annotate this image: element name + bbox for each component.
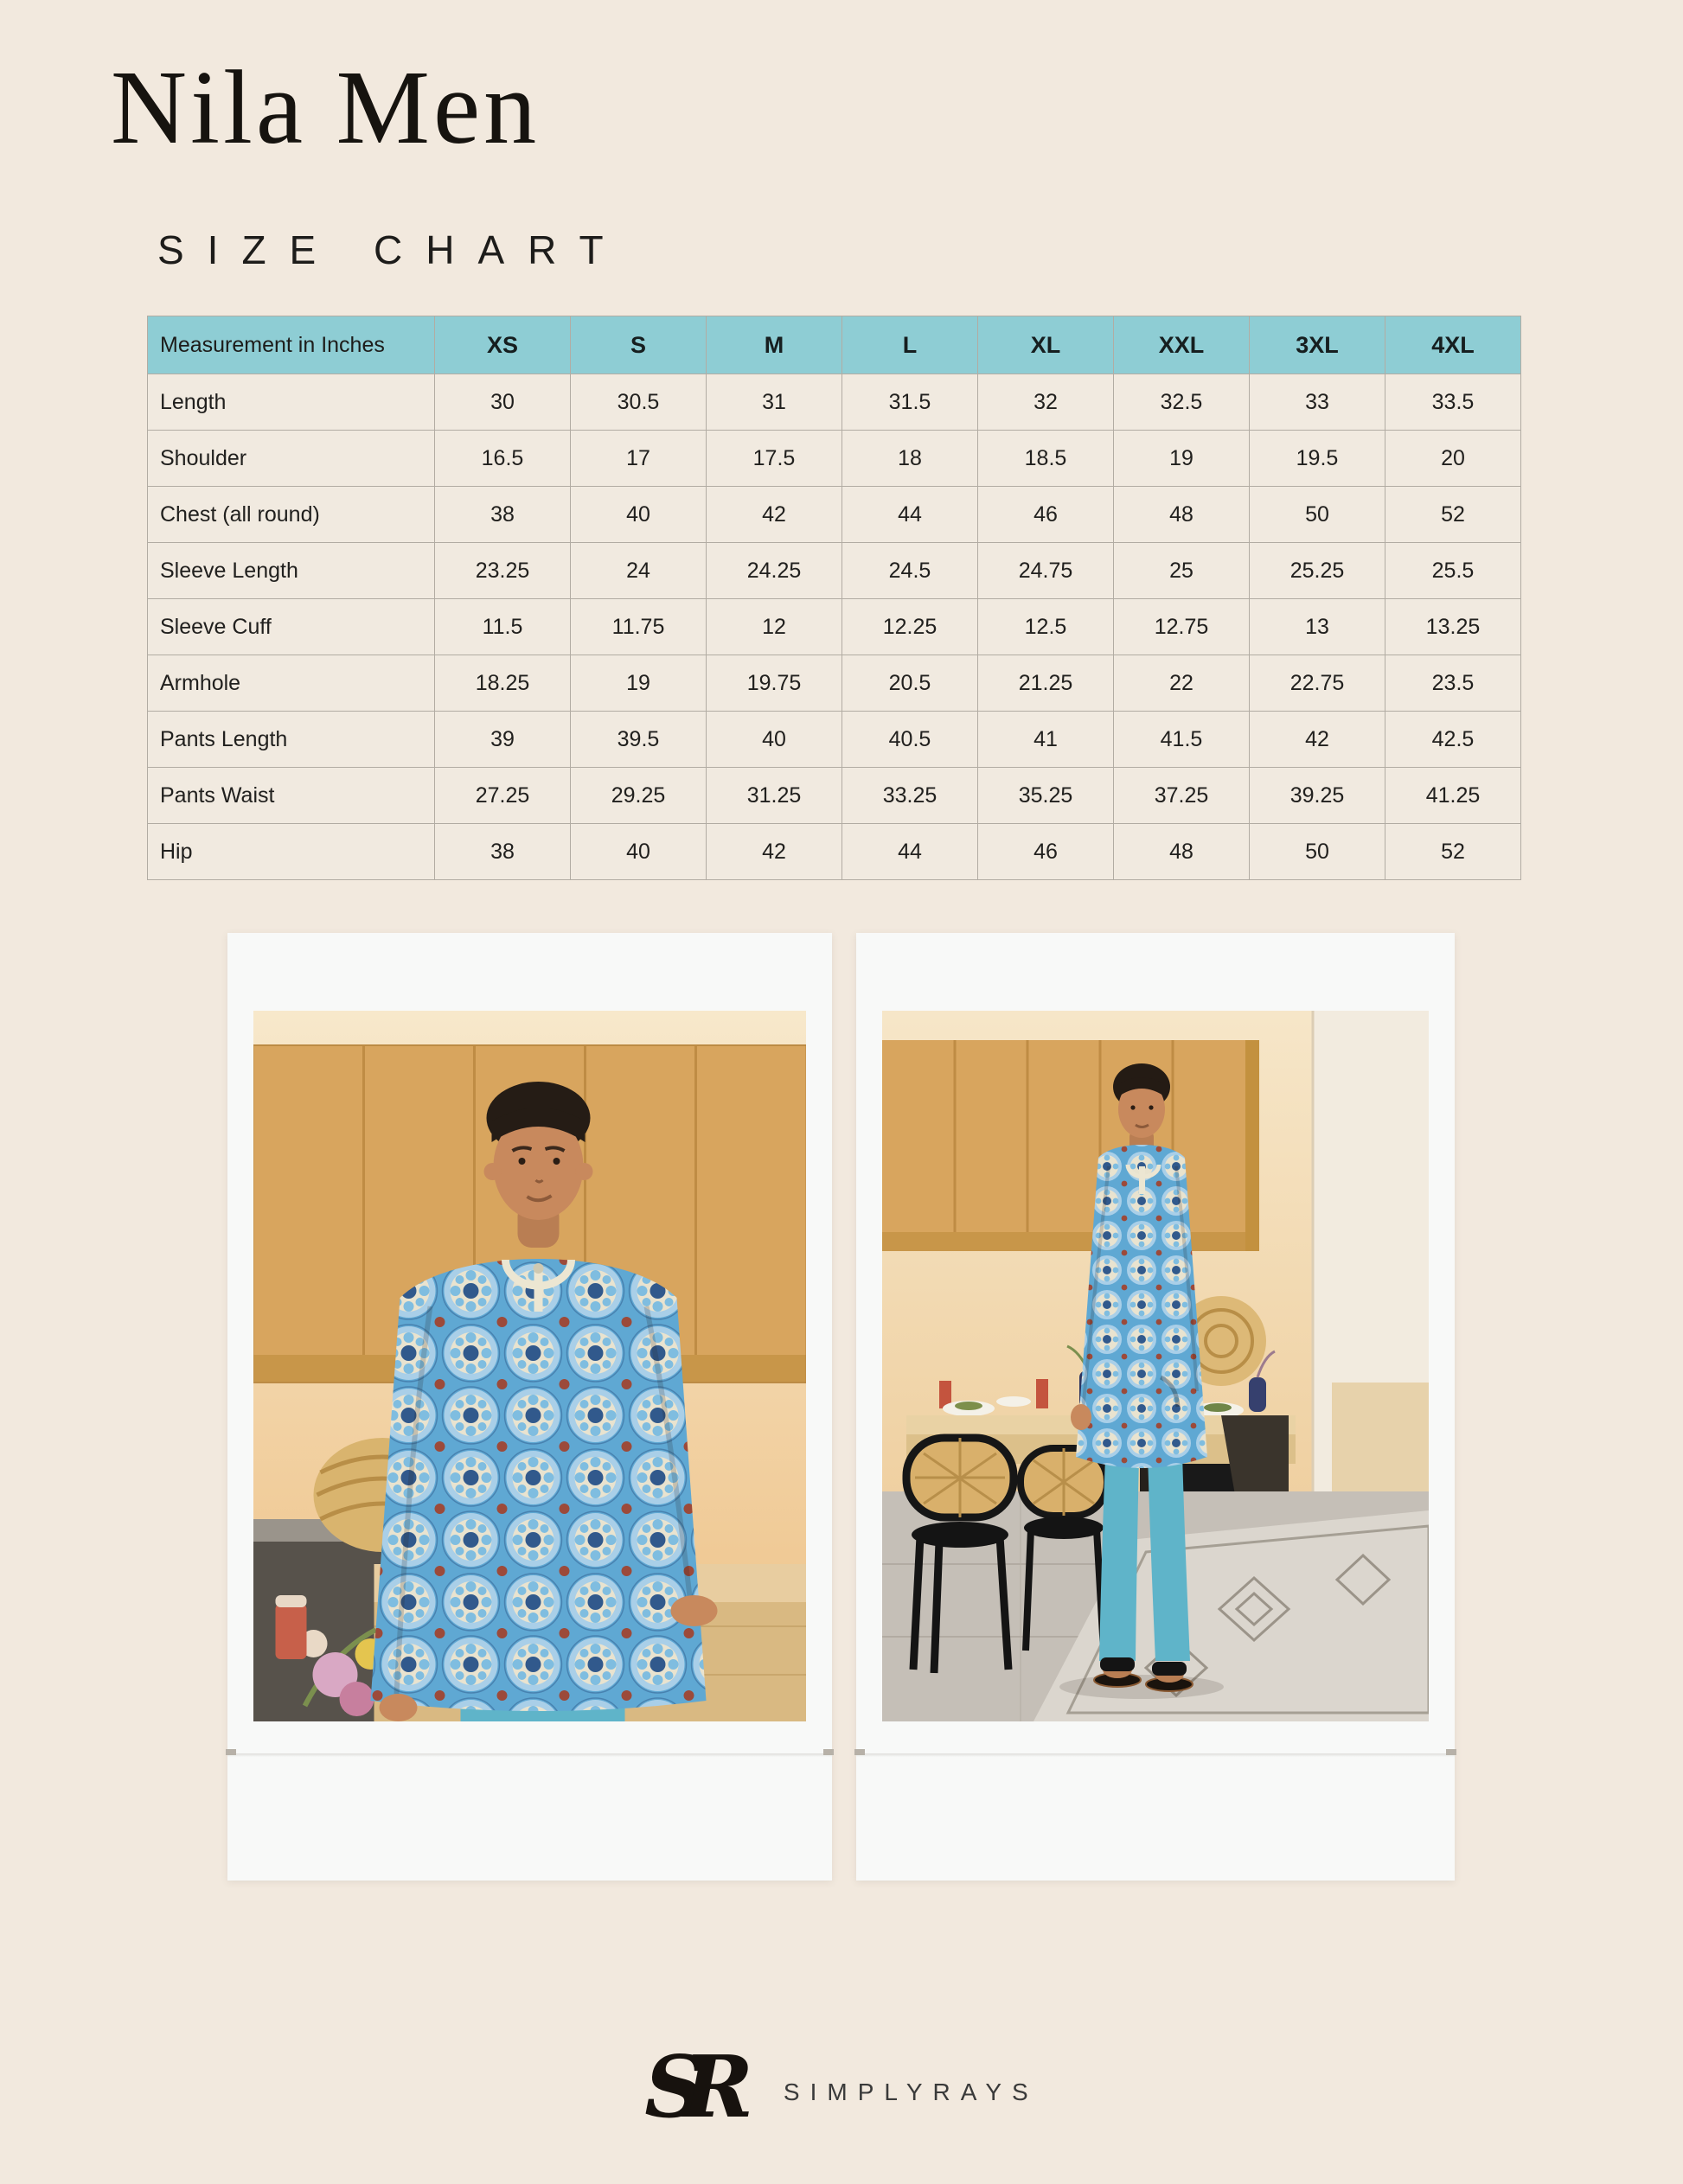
brand-name: SIMPLYRAYS [783,2079,1039,2105]
measurement-value: 21.25 [978,655,1114,712]
measurement-label: Length [148,374,435,431]
measurement-value: 50 [1250,487,1385,543]
measurement-value: 18.5 [978,431,1114,487]
measurement-value: 33.5 [1385,374,1521,431]
measurement-value: 32.5 [1114,374,1250,431]
measurement-value: 41.25 [1385,768,1521,824]
measurement-value: 24.5 [842,543,978,599]
photo-right-scene [882,1011,1429,1721]
photo-card-left [227,933,832,1881]
table-row [148,824,1521,880]
table-row [148,487,1521,543]
hand-on-table [671,1595,718,1626]
table-row [148,543,1521,599]
measurement-value: 25 [1114,543,1250,599]
measurement-value: 46 [978,487,1114,543]
measurement-value: 42.5 [1385,712,1521,768]
measurement-value: 40 [707,712,842,768]
size-column-header: S [571,316,707,374]
photo-card-right [856,933,1455,1881]
measurement-value: 41 [978,712,1114,768]
measurement-value: 52 [1385,824,1521,880]
measurement-value: 11.75 [571,599,707,655]
measurement-value: 40 [571,824,707,880]
measurement-column-header: Measurement in Inches [148,316,435,374]
measurement-label: Pants Waist [148,768,435,824]
measurement-value: 24.25 [707,543,842,599]
paper-notch-left [854,1749,865,1755]
measurement-value: 12.75 [1114,599,1250,655]
measurement-value: 39.25 [1250,768,1385,824]
polaroid-crease [227,1753,832,1757]
measurement-value: 22.75 [1250,655,1385,712]
measurement-value: 44 [842,487,978,543]
measurement-value: 33.25 [842,768,978,824]
measurement-value: 30 [435,374,571,431]
measurement-value: 24 [571,543,707,599]
size-column-header: 4XL [1385,316,1521,374]
measurement-value: 39.5 [571,712,707,768]
measurement-value: 52 [1385,487,1521,543]
page-subtitle: SIZE CHART [157,227,627,272]
brand-footer [0,2038,1683,2137]
measurement-value: 12.5 [978,599,1114,655]
measurement-value: 39 [435,712,571,768]
measurement-value: 42 [707,487,842,543]
measurement-value: 40 [571,487,707,543]
measurement-label: Hip [148,824,435,880]
measurement-value: 50 [1250,824,1385,880]
measurement-value: 29.25 [571,768,707,824]
measurement-value: 41.5 [1114,712,1250,768]
size-chart-table [147,316,1521,880]
measurement-label: Armhole [148,655,435,712]
table-row [148,712,1521,768]
measurement-value: 20.5 [842,655,978,712]
measurement-value: 33 [1250,374,1385,431]
measurement-value: 20 [1385,431,1521,487]
measurement-label: Shoulder [148,431,435,487]
measurement-value: 31 [707,374,842,431]
measurement-value: 44 [842,824,978,880]
photo-left [253,1011,806,1721]
measurement-value: 25.25 [1250,543,1385,599]
measurement-value: 27.25 [435,768,571,824]
measurement-label: Sleeve Length [148,543,435,599]
measurement-value: 35.25 [978,768,1114,824]
measurement-value: 13.25 [1385,599,1521,655]
table-row [148,599,1521,655]
polaroid-crease [856,1753,1455,1757]
measurement-value: 42 [1250,712,1385,768]
measurement-value: 16.5 [435,431,571,487]
measurement-value: 19 [571,655,707,712]
table-row [148,431,1521,487]
measurement-value: 48 [1114,487,1250,543]
measurement-value: 13 [1250,599,1385,655]
measurement-value: 17.5 [707,431,842,487]
measurement-value: 18.25 [435,655,571,712]
measurement-value: 32 [978,374,1114,431]
measurement-value: 31.25 [707,768,842,824]
measurement-value: 19.5 [1250,431,1385,487]
measurement-value: 37.25 [1114,768,1250,824]
table-row [148,655,1521,712]
measurement-label: Pants Length [148,712,435,768]
measurement-label: Chest (all round) [148,487,435,543]
measurement-value: 12 [707,599,842,655]
measurement-value: 19 [1114,431,1250,487]
table-row [148,768,1521,824]
measurement-value: 46 [978,824,1114,880]
measurement-value: 42 [707,824,842,880]
measurement-value: 38 [435,824,571,880]
measurement-value: 31.5 [842,374,978,431]
juice-glass [276,1595,307,1659]
measurement-value: 17 [571,431,707,487]
measurement-value: 23.5 [1385,655,1521,712]
table-header-row [148,316,1521,374]
measurement-value: 30.5 [571,374,707,431]
measurement-value: 12.25 [842,599,978,655]
measurement-value: 11.5 [435,599,571,655]
photo-left-scene [253,1011,806,1721]
measurement-value: 18 [842,431,978,487]
size-column-header: XXL [1114,316,1250,374]
sr-monogram-logo: SR [644,2038,731,2137]
paper-notch-right [823,1749,834,1755]
size-column-header: M [707,316,842,374]
page-title: Nila Men [111,49,541,166]
measurement-value: 38 [435,487,571,543]
kitchen-cabinets [882,1040,1259,1251]
photo-right [882,1011,1429,1721]
patterned-kurta [371,1259,707,1711]
measurement-value: 25.5 [1385,543,1521,599]
measurement-value: 48 [1114,824,1250,880]
size-column-header: L [842,316,978,374]
size-column-header: XS [435,316,571,374]
size-column-header: XL [978,316,1114,374]
measurement-value: 22 [1114,655,1250,712]
measurement-value: 19.75 [707,655,842,712]
paper-notch-left [226,1749,236,1755]
paper-notch-right [1446,1749,1456,1755]
table-row [148,374,1521,431]
measurement-value: 24.75 [978,543,1114,599]
measurement-label: Sleeve Cuff [148,599,435,655]
size-column-header: 3XL [1250,316,1385,374]
measurement-value: 23.25 [435,543,571,599]
measurement-value: 40.5 [842,712,978,768]
